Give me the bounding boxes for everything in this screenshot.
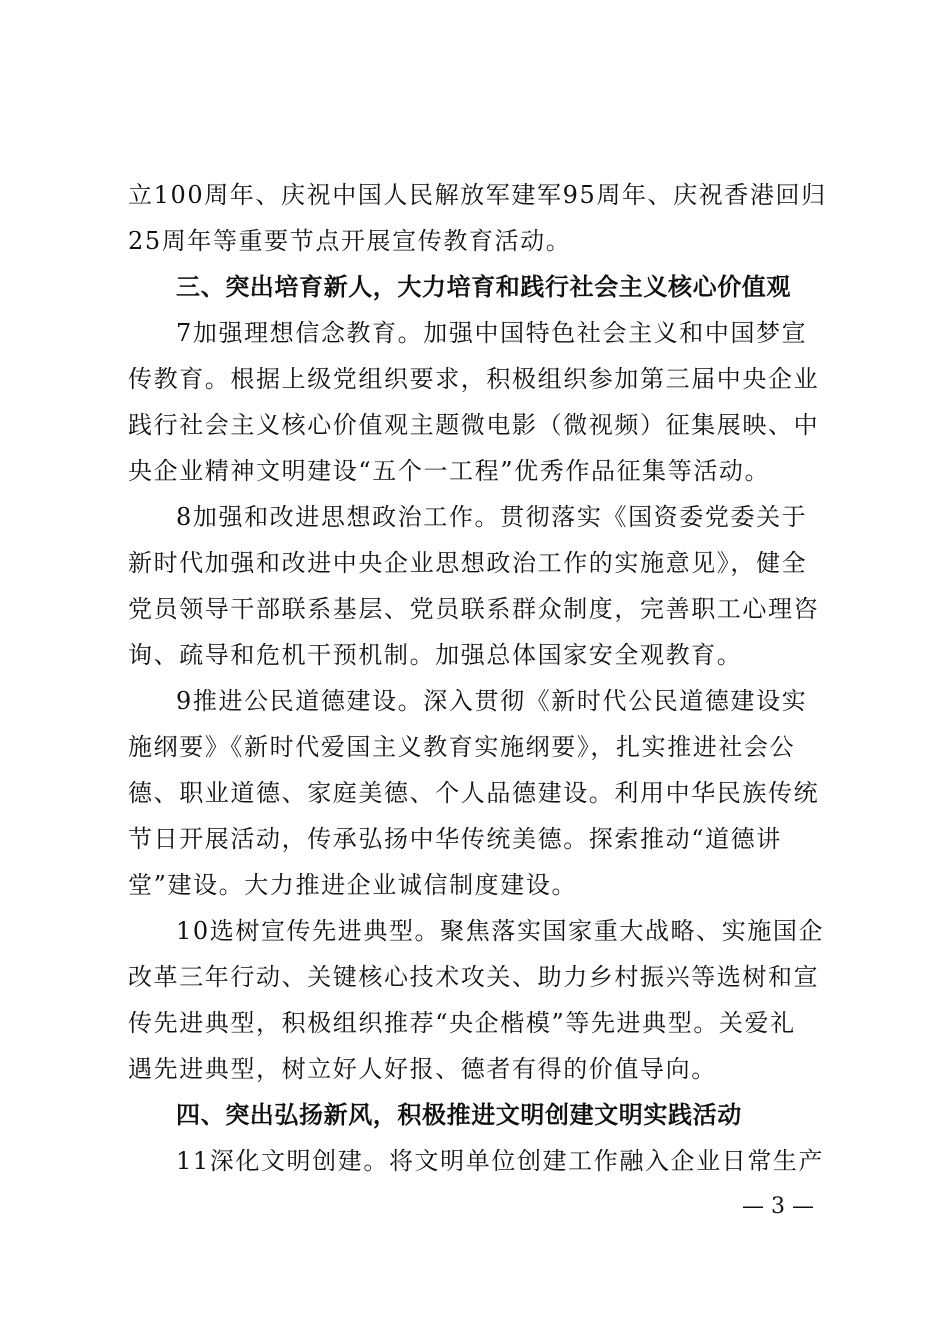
text-line: 节日开展活动，传承弘扬中华传统美德。探索推动“道德讲	[128, 825, 782, 853]
text-line: 立100周年、庆祝中国人民解放军建军95周年、庆祝香港回归	[128, 181, 827, 209]
text-line: 遇先进典型，树立好人好报、德者有得的价值导向。	[128, 1055, 717, 1083]
text-line: 询、疏导和危机干预机制。加强总体国家安全观教育。	[128, 641, 743, 669]
text-line: 德、职业道德、家庭美德、个人品德建设。利用中华民族传统	[128, 779, 820, 807]
text-line: 践行社会主义核心价值观主题微电影（微视频）征集展映、中	[128, 411, 820, 439]
paragraph-11-start: 11深化文明创建。将文明单位创建工作融入企业日常生产	[176, 1147, 825, 1175]
section-heading-4: 四、突出弘扬新风，积极推进文明创建文明实践活动	[176, 1101, 742, 1129]
text-line: 改革三年行动、关键核心技术攻关、助力乡村振兴等选树和宣	[128, 963, 820, 991]
text-line: 传教育。根据上级党组织要求，积极组织参加第三届中央企业	[128, 365, 820, 393]
paragraph-9-start: 9推进公民道德建设。深入贯彻《新时代公民道德建设实	[176, 687, 808, 715]
text-line: 施纲要》《新时代爱国主义教育实施纲要》，扎实推进社会公	[128, 733, 796, 761]
paragraph-10-start: 10选树宣传先进典型。聚焦落实国家重大战略、实施国企	[176, 917, 825, 945]
text-line: 党员领导干部联系基层、党员联系群众制度，完善职工心理咨	[128, 595, 820, 623]
document-body	[128, 172, 827, 1184]
text-line: 堂”建设。大力推进企业诚信制度建设。	[128, 871, 578, 899]
text-line: 传先进典型，积极组织推荐“央企楷模”等先进典型。关爱礼	[128, 1009, 796, 1037]
page-number: — 3 —	[742, 1194, 814, 1219]
text-line: 25周年等重要节点开展宣传教育活动。	[128, 227, 572, 255]
paragraph-7-start: 7加强理想信念教育。加强中国特色社会主义和中国梦宣	[176, 319, 808, 347]
section-heading-3: 三、突出培育新人，大力培育和践行社会主义核心价值观	[176, 273, 791, 301]
text-line: 新时代加强和改进中央企业思想政治工作的实施意见》，健全	[128, 549, 808, 577]
text-line: 央企业精神文明建设“五个一工程”优秀作品征集等活动。	[128, 457, 771, 485]
paragraph-8-start: 8加强和改进思想政治工作。贯彻落实《国资委党委关于	[176, 503, 808, 531]
